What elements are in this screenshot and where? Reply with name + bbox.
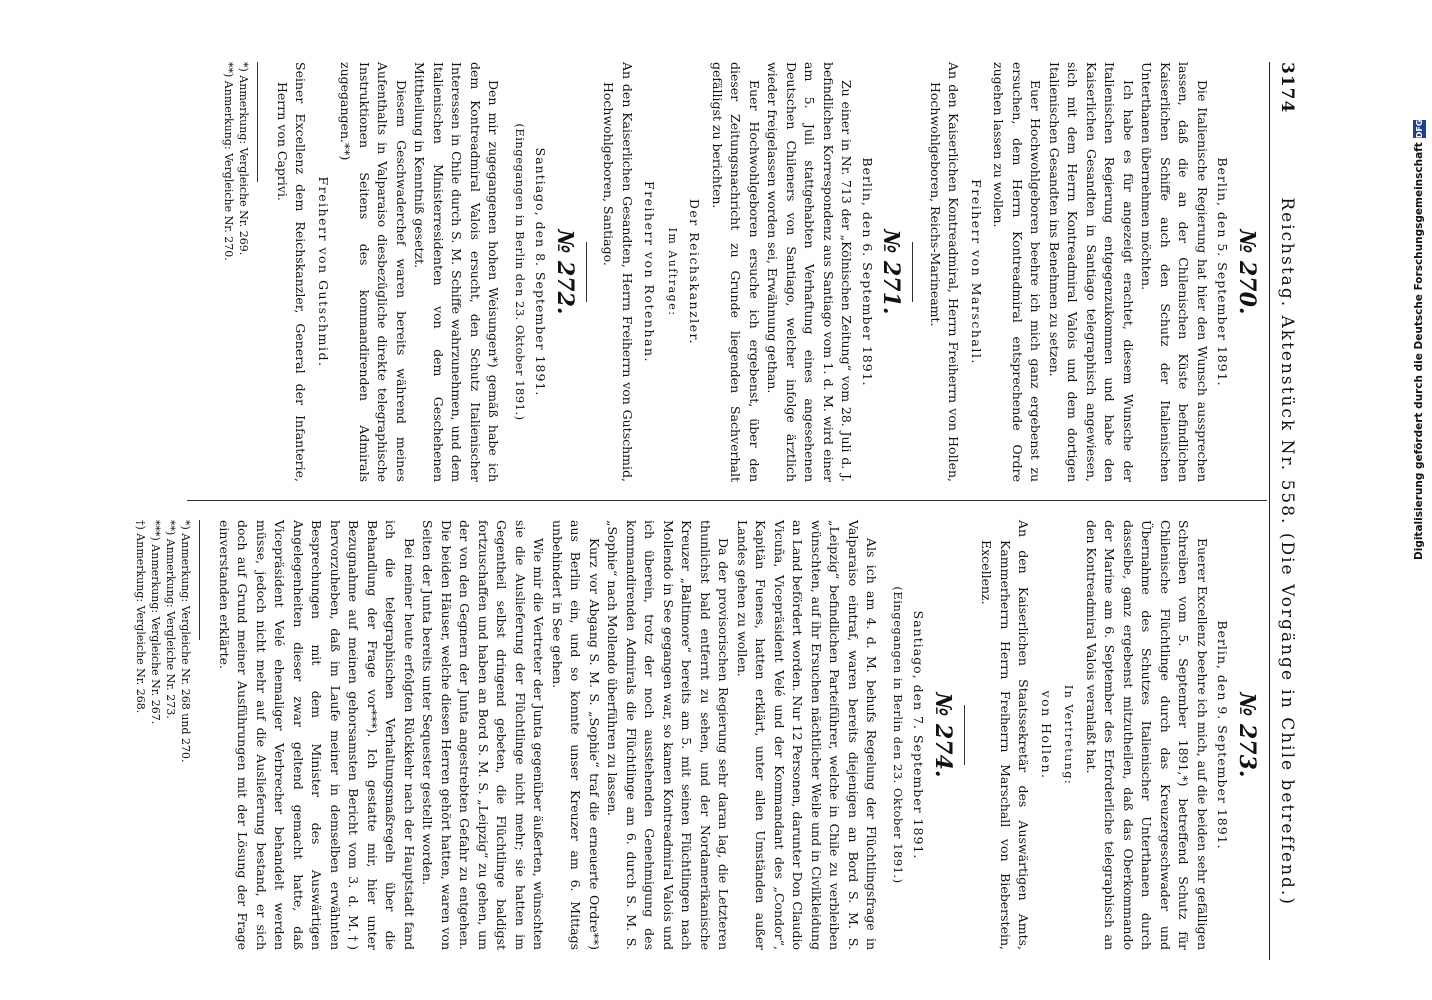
- doc-270-signature: Freiherr von Marschall.: [969, 179, 984, 365]
- doc-274-number: № 274.: [930, 692, 956, 778]
- paragraph: Euerer Excellenz beehre ich mich, auf die beiden sehr gefälligen Schreiben vom 5. September 1891,*) betreffend Schutz für Chilenische Flüchtlinge durch das Kreuzergeschwader und Übernahme des Schutzes Italienischer Unterthanen durch dasselbe, ganz ergebenst mitzutheilen, daß das Oberkommando der Marine am 6. September des Erforderliche telegraphisch an den Kontreadmiral Valois veranlaßt hat.: [1084, 520, 1210, 950]
- separator: [586, 242, 587, 302]
- doc-271-date: Berlin, den 6. September 1891.: [860, 157, 875, 387]
- paragraph: Da der provisorischen Regierung sehr daran lag, die Letzteren thunlichst bald entfernt zu sehen, und der Nordamerikanische Kreuzer „Baltimore“ bereits am 5. mit seinen Flüchtlingen nach Mollendo in See gegangen war, so kamen Kontreadmiral Valois und ich überein, trotz der noch ausstehenden Genehmigung des kommandirenden Admirals die Flüchtlinge am 6. durch S. M. S. „Sophie“ nach Mollendo überführen zu lassen.: [605, 520, 732, 950]
- page-number: 3174: [1277, 62, 1297, 114]
- page-header: [1269, 62, 1304, 960]
- doc-273-number: № 273.: [1234, 692, 1260, 778]
- paragraph: Bei meiner heute erfolgten Rückkehr nach der Hauptstadt fand ich die telegraphischen Verhaltungsmaßregeln über die Behandlung der Frage vor***). Ich gestatte mir, hier unter Bezugnahme auf meinen gehorsamsten Bericht vom 3. d. M.†) hervorzuheben, daß im Laufe meiner in demselben erwähnten Besprechungen mit dem Minister des Auswärtigen Angelegenheiten dieser zwar geltend gemacht hatte, daß Vicepräsident Velé ehemaliger Verbrecher behandelt werden müsse, jedoch nicht mehr auf die Auslieferung bestand, er sich doch auf Grund meiner Ausführungen mit der Lösung der Frage einverstanden erklärte.: [217, 520, 417, 950]
- footnote: *) Anmerkung: Vergleiche Nr. 269.: [237, 62, 251, 256]
- separator: [964, 705, 965, 765]
- doc-270-address: An den Kaiserlichen Kontreadmiral, Herrn Freiherrn von Hollen, Hochwohlgeboren, Reichs-Marineamt.: [928, 62, 962, 482]
- doc-273-body: [1082, 520, 1212, 950]
- column-divider: [187, 500, 1267, 501]
- doc-271-body: [708, 62, 856, 482]
- doc-271-number: № 271.: [878, 229, 905, 315]
- footnote: ***) Anmerkung: Vergleiche Nr. 267.: [149, 520, 163, 725]
- footnote: †) Anmerkung: Vergleiche Nr. 268.: [134, 520, 148, 714]
- doc-273-date: Berlin, den 9. September 1891.: [1215, 620, 1231, 850]
- doc-271-signature-title: Der Reichskanzler.: [687, 198, 703, 346]
- paragraph: Euer Hochwohlgeboren ersuche ich ergebenst, über den dieser Zeitungsnachricht zu Grunde liegenden Sachverhalt gefälligst zu berichten.: [710, 62, 762, 482]
- doc-271-signature-note: Im Auftrage:: [666, 227, 679, 317]
- doc-270-number: № 270.: [1234, 229, 1260, 315]
- doc-272-signature: Freiherr von Gutschmid.: [316, 176, 331, 368]
- paragraph: Ich habe es für angezeigt erachtet, diesem Wunsche der Italienischen Regierung entgegenzukommen und habe den Kaiserlichen Gesandten in Santiago telegraphisch angewiesen, sich mit dem Herrn Kontreadmiral Valois und dem dortigen Italienischen Gesandten ins Benehmen zu setzen.: [1047, 62, 1136, 482]
- doc-273-signature-note: In Vertretung:: [1062, 684, 1076, 786]
- doc-274-body: [215, 520, 881, 950]
- doc-274-received: (Eingegangen in Berlin den 23. Oktober 1891.): [891, 586, 905, 884]
- right-column: [134, 520, 1263, 950]
- doc-272-received: (Eingegangen in Berlin den 23. Oktober 1891.): [513, 123, 527, 421]
- doc-270-date: Berlin, den 5. September 1891.: [1215, 157, 1231, 387]
- separator: [913, 242, 914, 302]
- doc-272-date: Santiago, den 8. September 1891.: [533, 147, 549, 397]
- paragraph: Diesem Geschwaderchef waren bereits während meines Aufenthalts in Valparaiso diesbezügliche direkte telegraphische Instruktionen Seitens des kommandirenden Admirals zugegangen.**): [338, 62, 409, 482]
- paragraph: Kurz vor Abgang S. M. S. „Sophie“ traf die erneuerte Ordre**) aus Berlin ein, und so konnte unser Kreuzer am 6. Mittags unbehindert in See gehen.: [550, 520, 602, 950]
- paragraph: Den mir zugegangenen hohen Weisungen*) gemäß habe ich dem Kontreadmiral Valois ersucht, den Schutz Italienischer Interessen in Chile durch S. M. Schiffe wahrzunehmen, und dem Italienischen Ministerresidenten von dem Geschehenen Mittheilung in Kenntniß gesetzt.: [412, 62, 502, 482]
- footnote-rule: [200, 520, 201, 640]
- paragraph: Wie mir die Vertreter der Junta gegenüber äußerten, wünschten sie die Auslieferung der Flüchtlinge nicht mehr; sie hatten im Gegentheil selbst dringend gebeten, die Flüchtlinge baldigst fortzuschaffen und haben an Bord S. M. S. „Leipzig“ zu gehen, um der von den Gegnern der Junta angestrebten Gefahr zu entgehen. Die beiden Häuser, welche diesen Herren gehört hatten, waren von Seiten der Junta bereits unter Sequester gestellt worden.: [420, 520, 547, 950]
- paragraph: Die Italienische Regierung hat hier den Wunsch aussprechen lassen, daß die an der Chilenischen Küste befindlichen Kaiserlichen Schiffe auch den Schutz der Italienischen Unterthanen übernehmen möchten.: [1139, 62, 1210, 482]
- dfg-logo-icon: DFG: [1414, 119, 1424, 139]
- running-title: Reichstag. Aktenstück Nr. 558. (Die Vorgänge in Chile betreffend.): [1277, 197, 1297, 906]
- footnote: **) Anmerkung: Vergleiche Nr. 270.: [222, 62, 236, 261]
- doc-274-date: Santiago, den 7. September 1891.: [911, 610, 927, 860]
- doc-270-body: [989, 62, 1211, 482]
- paragraph: Euer Hochwohlgeboren beehre ich mich ganz ergebenst zu ersuchen, dem Herrn Kontreadmiral entsprechende Ordre zugehen lassen zu wollen.: [991, 62, 1044, 482]
- paragraph: Als ich am 4. d. M. behufs Regelung der Flüchtlingsfrage in Valparaiso eintraf, waren bereits diejenigen an Bord S. M. S. „Leipzig“ befindlichen Parteiführer, welche in Chile zu verbleiben wünschten, auf ihr Ersuchen nächtlicher Weile und in Civilkleidung an Land befördert worden. Nur 12 Personen, darunter Don Claudio Vicuña, Vicepräsident Velé und der Kommandant des „Condor“, Kapitän Fuenes, hatten erklärt, unter allen Umständen außer Landes gehen zu wollen.: [735, 520, 880, 950]
- doc-273-address: An den Kaiserlichen Staatssekretär des Auswärtigen Amts, Kammerherrn Herrn Freiherrn Marschall von Bieberstein, Excellenz.: [979, 520, 1032, 950]
- left-column: [222, 62, 1263, 482]
- digitization-text: Digitalisierung gefördert durch die Deutsche Forschungsgemeinschaft: [1413, 142, 1425, 560]
- digitization-notice: [1410, 120, 1428, 560]
- footnote-rule: [258, 62, 259, 182]
- footnote: *) Anmerkung: Vergleiche Nr. 268 und 270.: [179, 520, 193, 763]
- footnote: **) Anmerkung: Vergleiche Nr. 273.: [164, 520, 178, 719]
- paragraph: Zu einer in Nr. 713 der „Kölnischen Zeitung“ vom 28. Juli d. J. befindlichen Korrespondenz aus Santiago vom 1. d. M. wird einer am 5. Juli stattgehabten Verhaftung eines angesehenen Deutschen Chileners von Santiago, welcher infolge ärztlich wieder freigelassen worden sei, Erwähnung gethan.: [765, 62, 855, 482]
- doc-272-address: Seiner Excellenz dem Reichskanzler, General der Infanterie, Herrn von Caprivi.: [275, 62, 309, 482]
- doc-272-number: № 272.: [552, 229, 578, 315]
- doc-271-address: An den Kaiserlichen Gesandten, Herrn Freiherrn von Gutschmid, Hochwohlgeboren, Santiago.: [601, 62, 635, 482]
- doc-272-body: [336, 62, 503, 482]
- doc-273-signature: von Hollen.: [1039, 690, 1054, 780]
- doc-271-signature: Freiherr von Rotenhan.: [642, 181, 658, 363]
